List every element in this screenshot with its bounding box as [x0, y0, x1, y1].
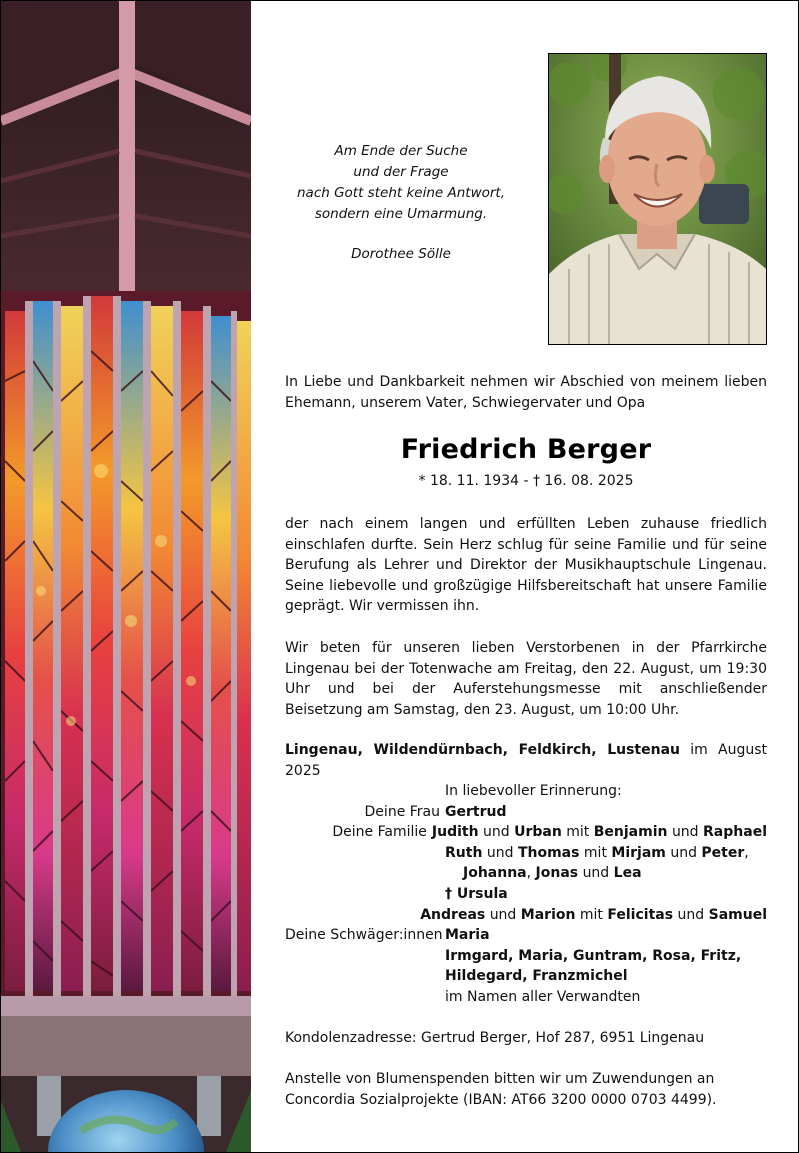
family-line: Andreas und Marion mit Felicitas und Samuel [420, 906, 767, 923]
service-paragraph: Wir beten für unseren lieben Verstorbenen in der Pfarrkirche Lingenau bei der Totenwache am Freitag, den 22. August, um 19:30 Uhr und bei der Auferstehungsmesse mit anschließender Beisetzung am Samstag, den 23. August, um 10:00 Uhr. [285, 640, 767, 718]
mourners-row [285, 843, 767, 864]
donation-note: Anstelle von Blumenspenden bitten wir um Zuwendungen an Concordia Sozialprojekte (IBAN: AT66 3200 0000 0703 4499). [285, 1071, 717, 1108]
date: im August 2025 [285, 742, 767, 779]
family-line: Ruth und Thomas mit Mirjam und Peter, [445, 844, 749, 861]
mourners-heading: In liebevoller Erinnerung: [445, 783, 622, 799]
mourners-row [285, 802, 767, 823]
quote-author: Dorothee Sölle [351, 246, 451, 262]
deceased-name: Friedrich Berger [400, 434, 652, 465]
memorial-quote [281, 141, 521, 265]
intro-text: In Liebe und Dankbarkeit nehmen wir Abschied von meinem lieben Ehemann, unserem Vater, Schwiegervater und Opa [285, 374, 767, 411]
mourners-row [285, 822, 767, 843]
inlaws-line: Irmgard, Maria, Guntram, Rosa, Fritz, [445, 947, 742, 964]
condolence-address: Kondolenzadresse: Gertrud Berger, Hof 287, 6951 Lingenau [285, 1030, 705, 1046]
quote-line: und der Frage [353, 164, 449, 180]
wife-name: Gertrud [445, 803, 507, 820]
family-line: Johanna, Jonas und Lea [463, 865, 642, 882]
quote-line: sondern eine Umarmung. [314, 206, 488, 222]
church-window-photo [1, 1, 251, 1152]
mourners-row [285, 905, 767, 926]
mourners-list [285, 781, 767, 1008]
family-line: Judith und Urban mit Benjamin und Raphael [431, 824, 767, 841]
mourners-row [285, 884, 767, 905]
portrait-photo [548, 53, 767, 345]
quote-line: Am Ende der Suche [334, 143, 468, 159]
mourners-row [285, 987, 767, 1008]
family-line: † Ursula [445, 885, 508, 902]
mourners-row [285, 946, 767, 967]
places: Lingenau, Wildendürnbach, Feldkirch, Lustenau [285, 742, 680, 758]
inlaws-line: Maria [445, 927, 490, 944]
inlaws-line: Hildegard, Franzmichel [445, 968, 628, 985]
life-dates: * 18. 11. 1934 - † 16. 08. 2025 [418, 473, 634, 489]
quote-line: nach Gott steht keine Antwort, [296, 185, 506, 201]
inlaws-label: Deine Schwäger:innen [285, 927, 443, 944]
family-label: Deine Familie [332, 824, 427, 841]
mourners-row [285, 781, 767, 802]
wife-label: Deine Frau [364, 803, 440, 820]
relatives-line: im Namen aller Verwandten [445, 988, 641, 1005]
place-date-line [285, 740, 767, 781]
mourners-row [285, 863, 767, 884]
mourners-row [285, 966, 767, 987]
tribute-paragraph: der nach einem langen und erfüllten Leben zuhause friedlich einschlafen durfte. Sein Herz schlug für seine Familie und für seine Berufung als Lehrer und Direktor der Musikhauptschule Lingenau. Seine liebevolle und großzügige Hilfsbereitschaft hat unsere Familie geprägt. Wir vermissen ihn. [285, 516, 767, 614]
mourners-row [285, 925, 767, 946]
